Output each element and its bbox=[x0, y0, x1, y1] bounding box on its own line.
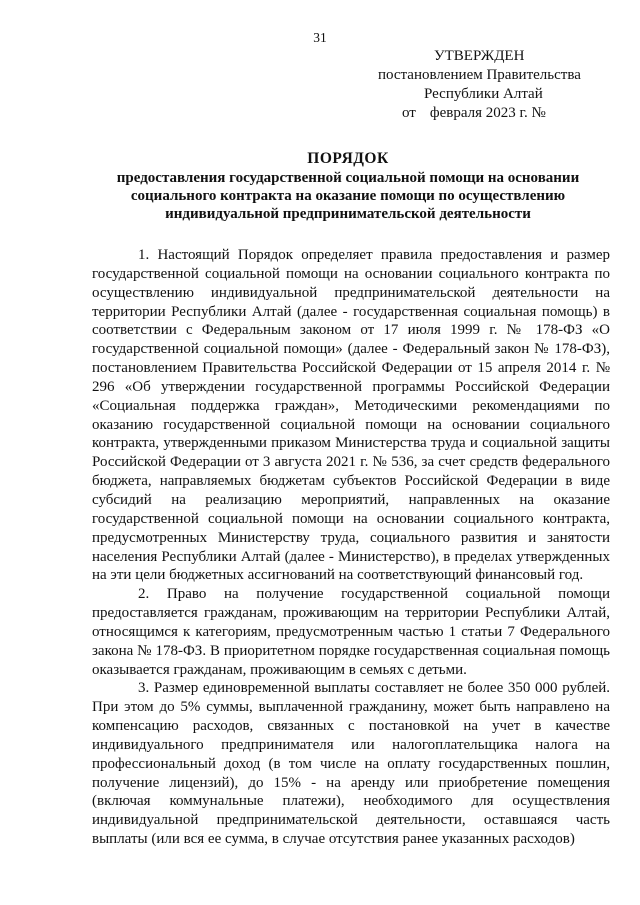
title-line-1: предоставления государственной социальной помощи на основании bbox=[116, 170, 580, 186]
paragraph-2: 2. Право на получение государственной социальной помощи предоставляется гражданам, проживающим на территории Республики Алтай, относящимся к категориям, предусмотренным частью 1 статьи 7 Федерального закона № 178-ФЗ. В приоритетном порядке государственная социальная помощь оказывается гражданам, проживающим в семьях с детьми. bbox=[92, 586, 610, 678]
title-main: ПОРЯДОК bbox=[307, 150, 389, 167]
title-line-3: индивидуальной предпринимательской деятельности bbox=[165, 206, 531, 222]
approval-date-line bbox=[360, 104, 600, 123]
approval-line-resolution: постановлением Правительства bbox=[378, 67, 581, 83]
document-body bbox=[92, 246, 610, 849]
paragraph-3: 3. Размер единовременной выплаты составляет не более 350 000 рублей. При этом до 5% суммы, выплаченной гражданину, может быть направлено на компенсацию расходов, связанных с постановкой на учет в качестве индивидуального предпринимателя или налогоплательщика налога на профессиональный доход (в том числе на оплату государственных пошлин, получение лицензий), до 15% - на аренду или приобретение помещения (включая коммунальные платежи), необходимого для осуществления индивидуальной предпринимательской деятельности, оставшаяся часть выплаты (или вся ее сумма, в случае отсутствия ранее указанных расходов) bbox=[92, 680, 610, 848]
paragraph-1: 1. Настоящий Порядок определяет правила предоставления и размер государственной социальной помощи на основании социального контракта по осуществлению индивидуальной предпринимательской деятельности на территории Республики Алтай (далее - государственная социальная помощь) в соответствии с Федеральным законом от 17 июля 1999 г. № 178-ФЗ «О государственной социальной помощи» (далее - Федеральный закон № 178-ФЗ), постановлением Правительства Российской Федерации от 15 апреля 2014 г. № 296 «Об утверждении государственной программы Российской Федерации «Социальная поддержка граждан», Методическими рекомендациями по оказанию государственной социальной помощи на основании социального контракта, утвержденными приказом Министерства труда и социальной защиты Российской Федерации от 3 августа 2021 г. № 536, за счет средств федерального бюджета, направляемых бюджетам субъектов Российской Федерации в виде субсидий на реализацию мероприятий, направленных на оказание государственной социальной помощи на основании социального контракта, предусмотренных Министерству труда, социального развития и занятости населения Республики Алтай (далее - Министерство), в пределах утвержденных на эти цели бюджетных ассигнований на соответствующий финансовый год. bbox=[92, 247, 610, 584]
page-number: 31 bbox=[313, 30, 327, 45]
approval-heading: УТВЕРЖДЕН bbox=[434, 48, 525, 64]
approval-block bbox=[360, 47, 600, 123]
approval-line-republic: Республики Алтай bbox=[424, 86, 543, 102]
document-title bbox=[88, 150, 608, 223]
title-line-2: социального контракта на оказание помощи по осуществлению bbox=[130, 188, 566, 204]
approval-date-from: от bbox=[402, 105, 416, 121]
approval-date-rest: февраля 2023 г. № bbox=[429, 105, 546, 121]
